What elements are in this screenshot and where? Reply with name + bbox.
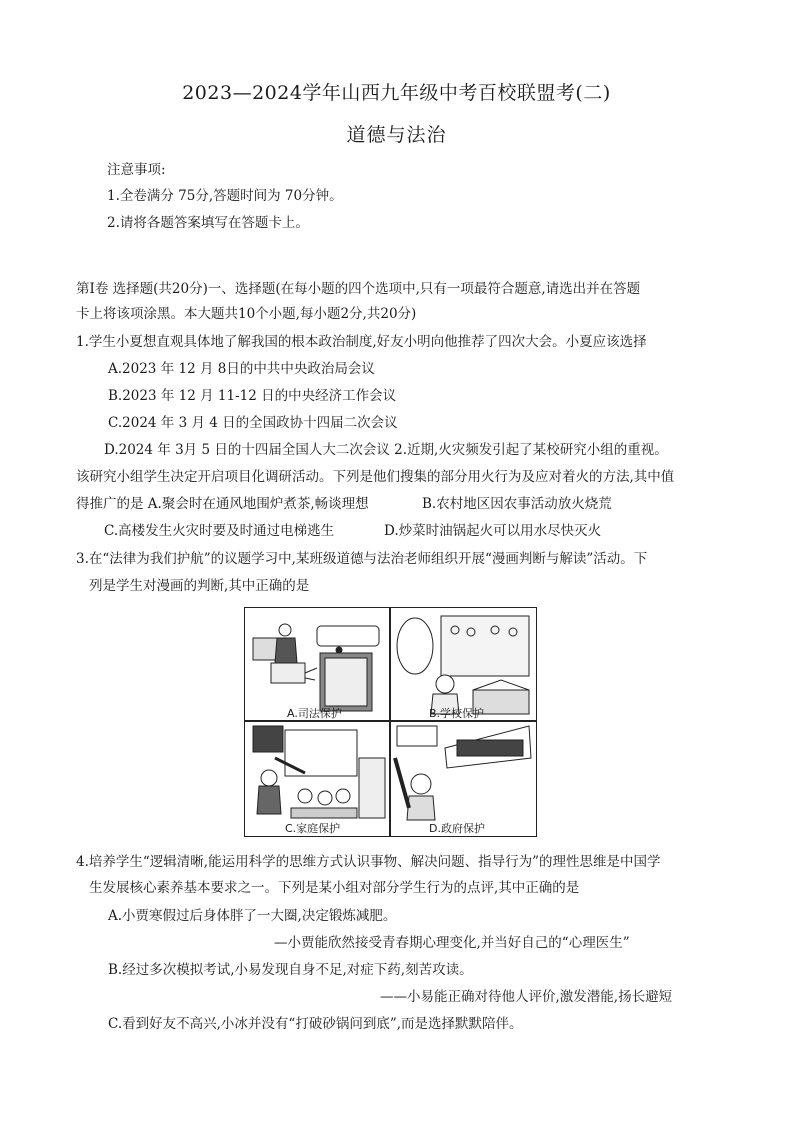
q2-option-b: B.农村地区因农事活动放火烧荒: [422, 496, 612, 512]
q4-option-b: B.经过多次模拟考试,小易发现自身不足,对症下药,刻苦攻读。: [108, 962, 473, 978]
notes-label: 注意事项:: [107, 162, 166, 178]
q4-option-a: A.小贾寒假过后身体胖了一大圈,决定锻炼减肥。: [108, 908, 397, 924]
panel-b-drawing: [397, 616, 529, 714]
q4-option-c: C.看到好友不高兴,小冰并没有“打破砂锅问到底”,而是选择默默陪伴。: [108, 1016, 523, 1032]
caption-c: C.家庭保护: [285, 822, 341, 835]
comic-divider-vertical: [389, 608, 391, 836]
q1-option-a: A.2023 年 12 月 8日的中共中央政治局会议: [108, 361, 375, 377]
q1-stem: 1.学生小夏想直观具体地了解我国的根本政治制度,好友小明向他推荐了四次大会。小夏应该选择: [76, 334, 647, 350]
panel-c-drawing: [253, 726, 385, 818]
panel-d-drawing: [395, 726, 531, 820]
comic-drawings: [245, 608, 536, 836]
exam-title: 2023—2024学年山西九年级中考百校联盟考(二): [182, 82, 611, 104]
caption-a: A.司法保护: [287, 707, 342, 720]
q4-option-a-comment: —小贾能欣然接受青春期心理变化,并当好自己的“心理医生”: [274, 935, 630, 951]
q2-option-c: C.高楼发生火灾时要及时通过电梯逃生: [104, 523, 335, 539]
q3-line2: 列是学生对漫画的判断,其中正确的是: [89, 578, 310, 594]
q2-line3-option-a: 得推广的是 A.聚会时在通风地围炉煮茶,畅谈理想: [76, 496, 369, 512]
panel-a-drawing: [253, 624, 379, 711]
q4-option-b-comment: ——小易能正确对待他人评价,激发潜能,扬长避短: [380, 989, 673, 1005]
section-instructions-line1: 第Ⅰ卷 选择题(共20分)一、选择题(在每小题的四个选项中,只有一项最符合题意,请选出并在答题: [76, 281, 641, 297]
q3-line1: 3.在“法律为我们护航”的议题学习中,某班级道德与法治老师组织开展“漫画判断与解读”活动。下: [76, 551, 648, 567]
q2-option-d: D.炒菜时油锅起火可以用水尽快灭火: [384, 523, 602, 539]
q1-option-b: B.2023 年 12 月 11-12 日的中央经济工作会议: [108, 388, 397, 404]
q1-option-d-q2-stem: D.2024 年 3月 5 日的十四届全国人大二次会议 2.近期,火灾频发引起了某校研究小组的重视。: [104, 442, 668, 458]
q1-option-c: C.2024 年 3 月 4 日的全国政协十四届二次会议: [108, 415, 398, 431]
q2-line2: 该研究小组学生决定开启项目化调研活动。下列是他们搜集的部分用火行为及应对着火的方法,其中值: [76, 469, 675, 485]
caption-b: B.学校保护: [429, 707, 485, 720]
caption-d: D.政府保护: [429, 822, 485, 835]
comic-figure: [244, 607, 537, 837]
section-instructions-line2: 卡上将该项涂黑。本大题共10个小题,每小题2分,共20分): [76, 306, 417, 322]
q4-line2: 生发展核心素养基本要求之一。下列是某小组对部分学生行为的点评,其中正确的是: [89, 880, 580, 896]
notes-item-1: 1.全卷满分 75分,答题时间为 70分钟。: [107, 188, 343, 204]
exam-subject: 道德与法治: [346, 124, 447, 146]
q4-line1: 4.培养学生“逻辑清晰,能运用科学的思维方式认识事物、解决问题、指导行为”的理性思维是中国学: [76, 854, 661, 870]
notes-item-2: 2.请将各题答案填写在答题卡上。: [107, 215, 309, 231]
